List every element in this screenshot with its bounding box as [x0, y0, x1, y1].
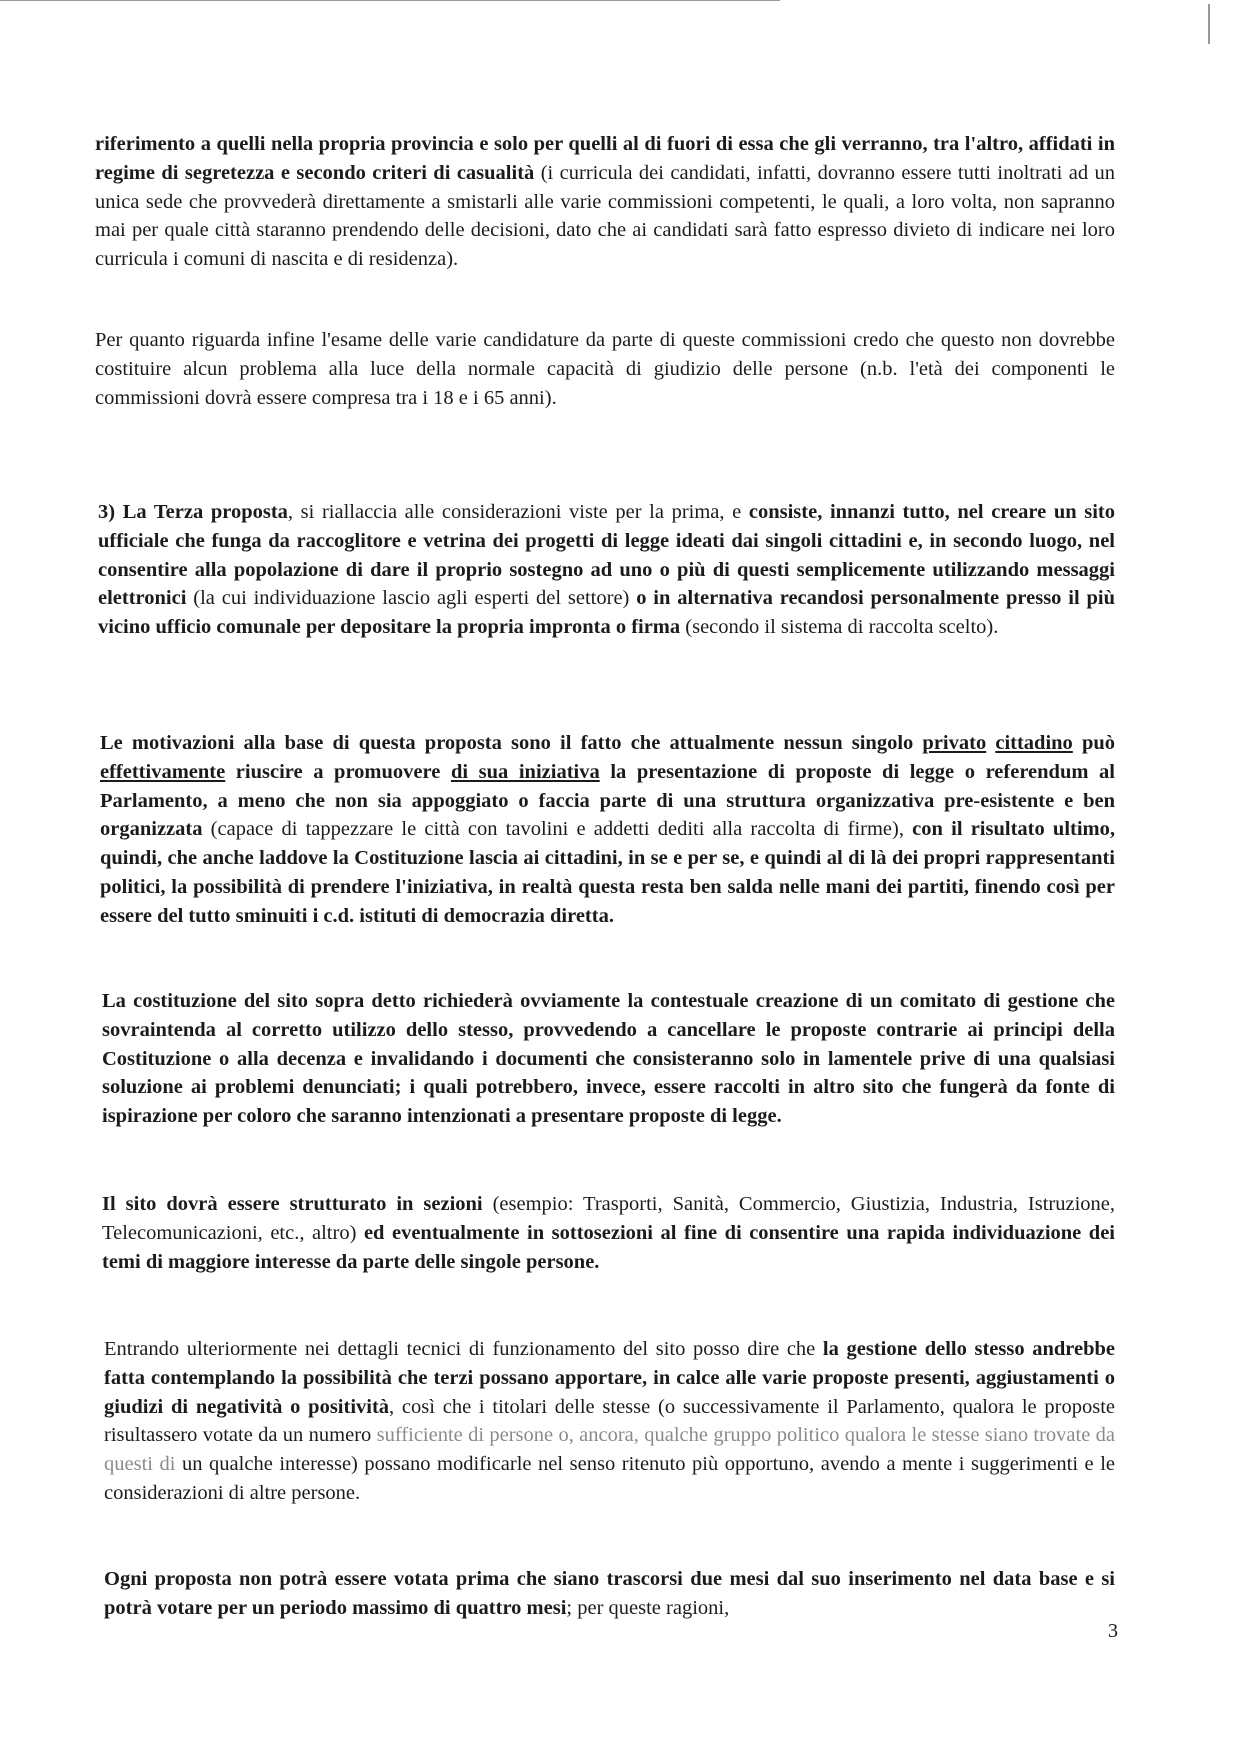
text-run: sufficiente di persone o, ancora, qualche gruppo politico qualora le stesse siano trovate da questi di [104, 1424, 1115, 1476]
text-run: effettivamente [100, 760, 226, 783]
text-run: la presentazione di proposte di legge o referendum al Parlamento, a meno che non sia appoggiato o faccia parte di una struttura organizzativa pre-esistente e ben organizzata [100, 760, 1115, 841]
text-run: con il risultato ultimo, quindi, che anche laddove la Costituzione lascia ai cittadini, in se e per se, e quindi al di là dei propri rappresentanti politici, la possibilità di prendere l'iniziativa, in realtà questa resta ben salda nelle mani dei partiti, finendo così per essere del tutto sminuiti i c.d. istituti di democrazia diretta. [100, 818, 1115, 927]
text-run: Entrando ulteriormente nei dettagli tecnici di funzionamento del sito posso dire che [104, 1338, 823, 1360]
paragraph-8 [104, 1565, 1115, 1623]
text-run: (i curricula dei candidati, infatti, dovranno essere tutti inoltrati ad un unica sede che provvederà direttamente a smistarli alle varie commissioni competenti, le quali, a loro volta, non sapranno mai per quale città staranno prendendo delle decisioni, dato che ai candidati sarà fatto espresso divieto di indicare nei loro curricula i comuni di nascita e di residenza). [95, 161, 1115, 271]
text-run: (capace di tappezzare le città con tavolini e addetti dediti alla raccolta di firme), [202, 818, 913, 841]
paragraph-1 [95, 130, 1115, 274]
text-run: riuscire a promuovere [225, 760, 451, 783]
text-run: , si riallaccia alle considerazioni viste per la prima, e [287, 501, 749, 523]
text-run: Le motivazioni alla base di questa proposta sono il fatto che attualmente nessun singolo [100, 732, 923, 754]
paragraph-5 [102, 987, 1115, 1131]
text-run [986, 732, 995, 754]
scan-artifact-right [1208, 4, 1210, 44]
text-run: un qualche interesse) possano modificarle nel senso ritenuto più opportuno, avendo a mente i suggerimenti e le considerazioni di altre persone. [104, 1453, 1115, 1504]
paragraph-2 [95, 326, 1115, 412]
text-run: riferimento a quelli nella propria provincia e solo per quelli al di fuori di essa che gli verranno, tra l'altro, affidati in regime di segretezza e secondo criteri di casualità [95, 133, 1115, 184]
text-run: o in alternativa recandosi personalmente presso il più vicino ufficio comunale per depositare la propria impronta o firma [98, 587, 1116, 639]
paragraph-6 [102, 1190, 1115, 1276]
paragraph-7 [104, 1335, 1115, 1508]
text-run: 3) La Terza proposta [98, 501, 288, 523]
text-run: la gestione dello stesso andrebbe fatta contemplando la possibilità che terzi possano apportare, in calce alle varie proposte presenti, aggiustamenti o giudizi di negatività o positività [104, 1338, 1116, 1418]
text-run: cittadino [995, 732, 1073, 754]
text-run: di sua iniziativa [450, 760, 600, 783]
text-run: (la cui individuazione lascio agli esperti del settore) [186, 587, 637, 610]
text-run: privato [922, 732, 987, 754]
text-run: Il sito dovrà essere strutturato in sezioni [102, 1193, 483, 1215]
text-run: Ogni proposta non potrà essere votata prima che siano trascorsi due mesi dal suo inserimento nel data base e si potrà votare per un periodo massimo di quattro mesi [104, 1568, 1115, 1619]
paragraph-4 [100, 729, 1115, 931]
text-run: può [1072, 732, 1116, 754]
text-run: La costituzione del sito sopra detto richiederà ovviamente la contestuale creazione di un comitato di gestione che sovraintenda al corretto utilizzo dello stesso, provvedendo a cancellare le proposte contrarie ai principi della Costituzione o alla decenza e invalidando i documenti che consisteranno solo in lamentele prive di una qualsiasi soluzione ai problemi denunciati; i quali potrebbero, invece, essere raccolti in altro sito che fungerà da fonte di ispirazione per coloro che saranno intenzionati a presentare proposte di legge. [102, 990, 1115, 1128]
scan-artifact-top [0, 0, 780, 1]
text-run: consiste, innanzi tutto, nel creare un sito ufficiale che funga da raccoglitore e vetrina dei progetti di legge ideati dai singoli cittadini e, in secondo luogo, nel consentire alla popolazione di dare il proprio sostegno ad uno o più di questi semplicemente utilizzando messaggi elettronici [98, 501, 1115, 610]
text-run: ; per queste ragioni, [566, 1596, 730, 1619]
text-run: ed eventualmente in sottosezioni al fine di consentire una rapida individuazione dei temi di maggiore interesse da parte delle singole persone. [102, 1221, 1115, 1273]
paragraph-3 [98, 498, 1115, 642]
text-run: (secondo il sistema di raccolta scelto). [680, 616, 999, 639]
text-run: , così che i titolari delle stesse (o successivamente il Parlamento, qualora le proposte risultassero votate da un numero [104, 1395, 1115, 1447]
text-run: Per quanto riguarda infine l'esame delle varie candidature da parte di queste commissioni credo che questo non dovrebbe costituire alcun problema alla luce della normale capacità di giudizio delle persone (n.b. l'età dei componenti le commissioni dovrà essere compresa tra i 18 e i 65 anni). [95, 329, 1115, 409]
text-run: (esempio: Trasporti, Sanità, Commercio, Giustizia, Industria, Istruzione, Telecomunicazioni, etc., altro) [102, 1193, 1115, 1244]
page-number: 3 [1108, 1620, 1118, 1642]
